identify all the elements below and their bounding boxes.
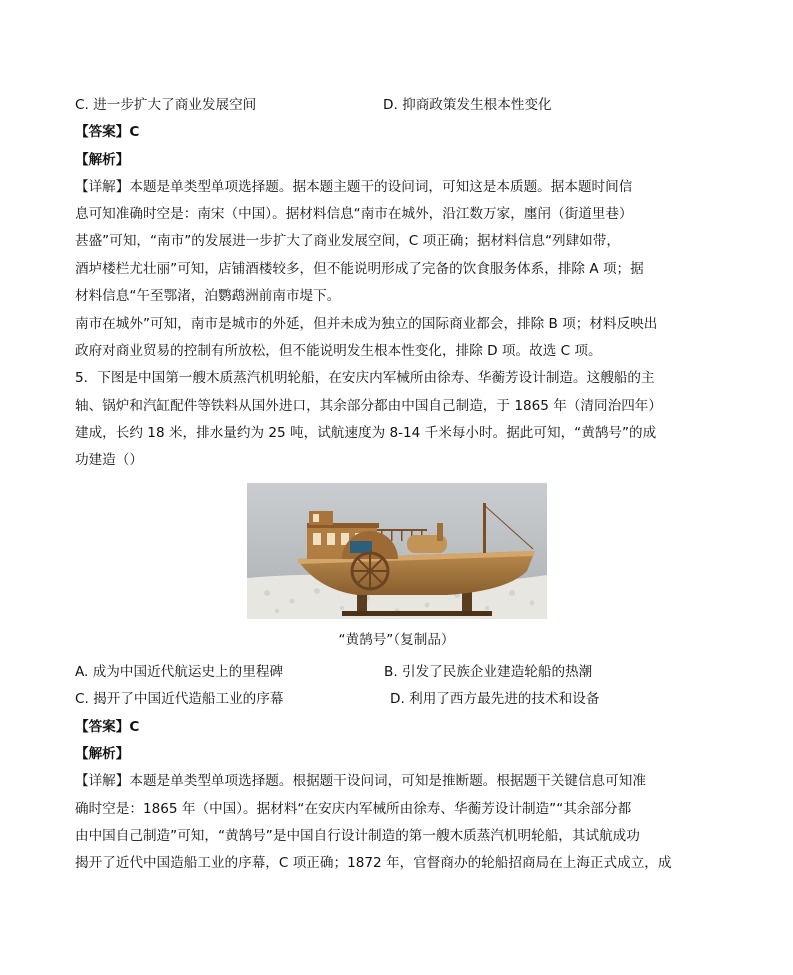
explanation-line: 材料信息“午至鄂渚，泊鹦鹉洲前南市堤下。 (75, 288, 341, 304)
option-c: C. 揭开了中国近代造船工业的序幕 (75, 691, 284, 707)
explanation-line: 由中国自己制造”可知，“黄鹄号”是中国自行设计制造的第一艘木质蒸汽机明轮船，其试航成功 (75, 828, 640, 844)
ship-model-photo (247, 483, 547, 619)
explanation-line: 甚盛”可知，“南市”的发展进一步扩大了商业发展空间，C 项正确；据材料信息“列肆如带， (75, 233, 620, 249)
analysis-label-q4: 【解析】 (75, 152, 130, 168)
image-caption: “黄鹄号”（复制品） (338, 632, 455, 648)
explanation-line: 息可知准确时空是：南宋（中国）。据材料信息“南市在城外，沿江数万家，廛闬（街道里巷） (75, 206, 633, 222)
explanation-line: 酒垆楼栏尤壮丽”可知，店铺酒楼较多，但不能说明形成了完备的饮食服务体系，排除 A 项；据 (75, 261, 644, 277)
question-stem-line: 5．下图是中国第一艘木质蒸汽机明轮船，在安庆内军械所由徐寿、华蘅芳设计制造。这艘船的主 (75, 370, 655, 386)
explanation-line: 【详解】本题是单类型单项选择题。据本题主题干的设问词，可知这是本质题。据本题时间信 (75, 179, 633, 195)
option-b: B. 引发了民族企业建造轮船的热潮 (384, 664, 593, 680)
question-stem-line: 功建造（） (75, 452, 143, 468)
option-c-prev: C. 进一步扩大了商业发展空间 (75, 97, 257, 113)
explanation-line: 【详解】本题是单类型单项选择题。根据题干设问词，可知是推断题。根据题干关键信息可知准 (75, 773, 646, 789)
option-d: D. 利用了西方最先进的技术和设备 (390, 691, 600, 707)
question-stem-line: 建成，长约 18 米，排水量约为 25 吨，试航速度为 8-14 千米每小时。据此可知，“黄鹄号”的成 (75, 425, 657, 441)
answer-label-q4: 【答案】C (75, 124, 140, 140)
answer-label-q5: 【答案】C (75, 719, 140, 735)
explanation-line: 揭开了近代中国造船工业的序幕，C 项正确；1872 年，官督商办的轮船招商局在上海正式成立，成 (75, 855, 672, 871)
option-a: A. 成为中国近代航运史上的里程碑 (75, 664, 284, 680)
option-d-prev: D. 抑商政策发生根本性变化 (383, 97, 552, 113)
explanation-line: 南市在城外”可知，南市是城市的外延，但并未成为独立的国际商业都会，排除 B 项；材料反映出 (75, 316, 658, 332)
analysis-label-q5: 【解析】 (75, 746, 130, 762)
question-stem-line: 轴、锅炉和汽缸配件等铁料从国外进口，其余部分都由中国自己制造，于 1865 年（清同治四年） (75, 398, 662, 414)
explanation-line: 政府对商业贸易的控制有所放松，但不能说明发生根本性变化，排除 D 项。故选 C 项。 (75, 343, 602, 359)
explanation-line: 确时空是：1865 年（中国）。据材料“在安庆内军械所由徐寿、华蘅芳设计制造”“其余部分都 (75, 801, 632, 817)
